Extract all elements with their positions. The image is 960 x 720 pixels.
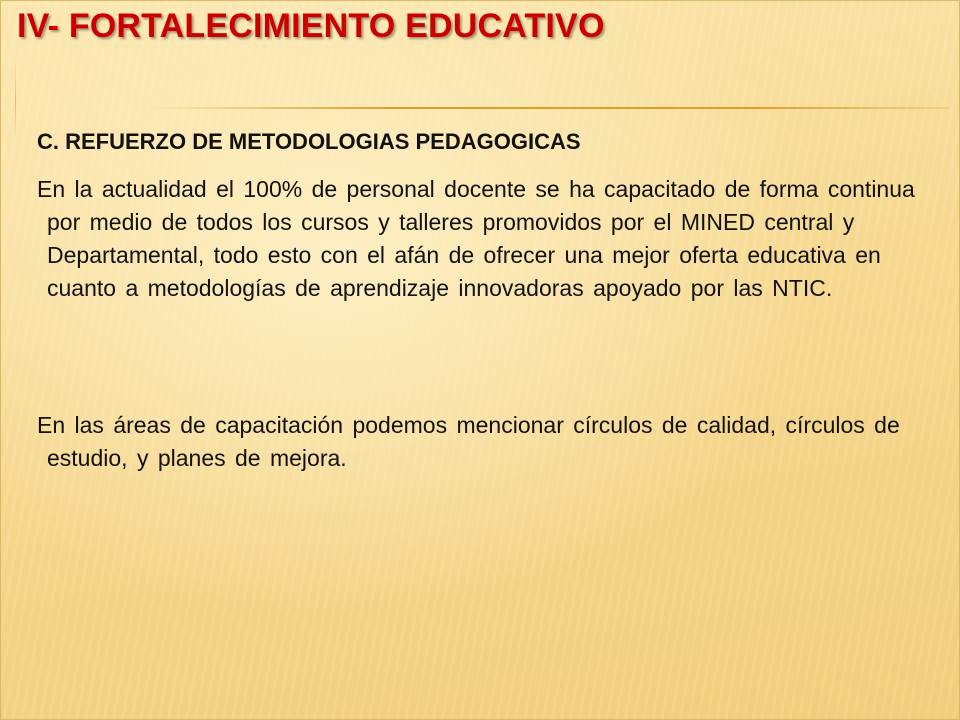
body-paragraph-2: En las áreas de capacitación podemos mencionar círculos de calidad, círculos de estudio, y planes de mejora. [37, 412, 900, 471]
section-subheading: C. REFUERZO DE METODOLOGIAS PEDAGOGICAS [37, 129, 581, 154]
body-paragraph-1: En la actualidad el 100% de personal docente se ha capacitado de forma continua por medio de todos los cursos y talleres promovidos por el MINED central y Departamental, todo esto con el afán de ofrecer una mejor oferta educativa en cuanto a metodologías de aprendizaje innovadoras apoyado por las NTIC. [37, 176, 915, 301]
decorative-vertical-line [15, 61, 16, 141]
title-underline-rule [149, 107, 949, 109]
slide-title: IV- FORTALECIMIENTO EDUCATIVO [17, 7, 605, 45]
